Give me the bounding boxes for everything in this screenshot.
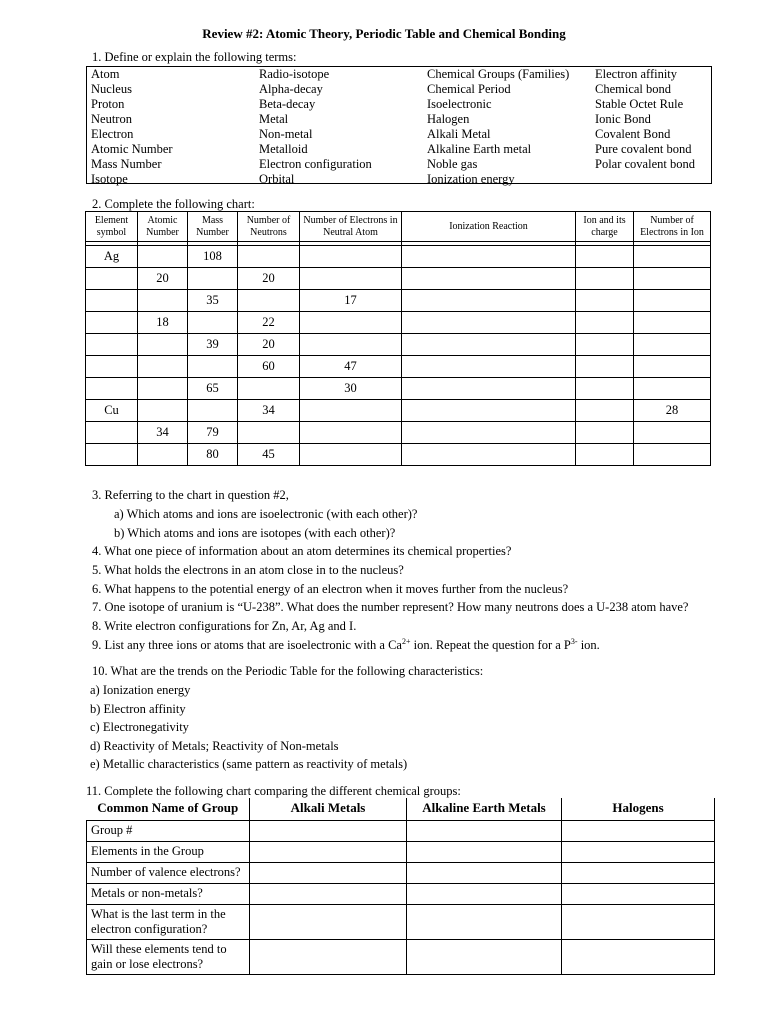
term: Pure covalent bond xyxy=(595,142,692,156)
chart-blank-cell[interactable] xyxy=(402,400,576,422)
superscript: 3- xyxy=(570,636,578,646)
term: Electron configuration xyxy=(259,157,372,171)
chart-blank-cell[interactable] xyxy=(138,334,188,356)
chart-cell: 34 xyxy=(238,400,300,422)
group-row-label: Will these elements tend to gain or lose electrons? xyxy=(87,939,250,974)
chart-blank-cell[interactable] xyxy=(238,246,300,268)
term: Non-metal xyxy=(259,127,313,141)
chart-blank-cell[interactable] xyxy=(576,334,634,356)
chart-blank-cell[interactable] xyxy=(188,268,238,290)
group-row-label: Number of valence electrons? xyxy=(87,862,250,883)
answer-cell[interactable] xyxy=(407,862,562,883)
chart-blank-cell[interactable] xyxy=(634,444,711,466)
terms-column-4 xyxy=(595,67,695,172)
chart-blank-cell[interactable] xyxy=(634,246,711,268)
chart-row xyxy=(86,334,711,356)
question-9 xyxy=(92,636,600,654)
header-cell: Atomic Number xyxy=(138,212,188,242)
chart-blank-cell[interactable] xyxy=(86,290,138,312)
chart-blank-cell[interactable] xyxy=(138,356,188,378)
term: Covalent Bond xyxy=(595,127,671,141)
answer-cell[interactable] xyxy=(562,883,715,904)
header-cell: Mass Number xyxy=(188,212,238,242)
answer-cell[interactable] xyxy=(407,841,562,862)
answer-cell[interactable] xyxy=(250,841,407,862)
question-5: 5. What holds the electrons in an atom close in to the nucleus? xyxy=(92,563,404,577)
chart-blank-cell[interactable] xyxy=(138,400,188,422)
question-10c: c) Electronegativity xyxy=(90,720,189,734)
header-cell: Number of Electrons in Neutral Atom xyxy=(300,212,402,242)
terms-column-3 xyxy=(427,67,569,187)
term: Metalloid xyxy=(259,142,308,156)
answer-cell[interactable] xyxy=(250,820,407,841)
group-header-cell: Halogens xyxy=(562,798,715,820)
group-row-label: What is the last term in the electron configuration? xyxy=(87,904,250,939)
chart-row xyxy=(86,400,711,422)
term: Electron affinity xyxy=(595,67,678,81)
chart-blank-cell[interactable] xyxy=(86,334,138,356)
chart-cell: 39 xyxy=(188,334,238,356)
chart-blank-cell[interactable] xyxy=(300,400,402,422)
chart-body xyxy=(86,246,711,466)
question-3b: b) Which atoms and ions are isotopes (with each other)? xyxy=(114,526,396,540)
term: Stable Octet Rule xyxy=(595,97,684,111)
term: Nucleus xyxy=(91,82,132,96)
chart-blank-cell[interactable] xyxy=(300,422,402,444)
term: Alkaline Earth metal xyxy=(427,142,532,156)
terms-column-2 xyxy=(259,67,372,187)
question-9-text: 9. List any three ions or atoms that are isoelectronic with a Ca xyxy=(92,638,402,652)
question-10a: a) Ionization energy xyxy=(90,683,191,697)
term: Proton xyxy=(91,97,125,111)
chart-row xyxy=(86,312,711,334)
answer-cell[interactable] xyxy=(407,883,562,904)
chart-blank-cell[interactable] xyxy=(138,444,188,466)
term: Atomic Number xyxy=(91,142,173,156)
term: Chemical Groups (Families) xyxy=(427,67,570,81)
chart-row xyxy=(86,290,711,312)
group-row xyxy=(87,883,715,904)
answer-cell[interactable] xyxy=(562,820,715,841)
term: Electron xyxy=(91,127,134,141)
chart-cell: 20 xyxy=(138,268,188,290)
chart-cell: Cu xyxy=(86,400,138,422)
group-row xyxy=(87,862,715,883)
group-row-label: Metals or non-metals? xyxy=(87,883,250,904)
chart-blank-cell[interactable] xyxy=(402,290,576,312)
term: Isotope xyxy=(91,172,128,186)
superscript: 2+ xyxy=(401,636,411,646)
chart-cell: 35 xyxy=(188,290,238,312)
chart-cell: 20 xyxy=(238,334,300,356)
group-row-label: Group # xyxy=(87,820,250,841)
chart-cell: 28 xyxy=(634,400,711,422)
answer-cell[interactable] xyxy=(250,939,407,974)
chart-blank-cell[interactable] xyxy=(576,246,634,268)
question-6: 6. What happens to the potential energy of an electron when it moves further from the nucleus? xyxy=(92,582,569,596)
chart-blank-cell[interactable] xyxy=(634,268,711,290)
chart-blank-cell[interactable] xyxy=(188,312,238,334)
header-cell: Ion and its charge xyxy=(576,212,634,242)
chart-row xyxy=(86,422,711,444)
chart-row xyxy=(86,268,711,290)
chart-blank-cell[interactable] xyxy=(576,290,634,312)
chart-cell: 108 xyxy=(188,246,238,268)
chart-cell: 79 xyxy=(188,422,238,444)
group-row xyxy=(87,841,715,862)
chart-blank-cell[interactable] xyxy=(238,290,300,312)
term: Ionic Bond xyxy=(595,112,651,126)
chart-blank-cell[interactable] xyxy=(86,312,138,334)
chart-cell: 30 xyxy=(300,378,402,400)
header-cell: Number of Electrons in Ion xyxy=(634,212,711,242)
chart-cell: 34 xyxy=(138,422,188,444)
question-7: 7. One isotope of uranium is “U-238”. What does the number represent? How many neutrons does a U-238 atom have? xyxy=(92,600,689,614)
question-10: 10. What are the trends on the Periodic Table for the following characteristics: xyxy=(92,664,484,678)
chart-blank-cell[interactable] xyxy=(402,246,576,268)
chart-blank-cell[interactable] xyxy=(634,422,711,444)
group-row xyxy=(87,820,715,841)
question-10e: e) Metallic characteristics (same pattern as reactivity of metals) xyxy=(90,757,408,771)
question-8: 8. Write electron configurations for Zn, Ar, Ag and I. xyxy=(92,619,357,633)
chart-blank-cell[interactable] xyxy=(402,422,576,444)
chart-blank-cell[interactable] xyxy=(576,444,634,466)
answer-cell[interactable] xyxy=(250,862,407,883)
term: Atom xyxy=(91,67,120,81)
question-4: 4. What one piece of information about an atom determines its chemical properties? xyxy=(92,544,512,558)
chart-blank-cell[interactable] xyxy=(402,268,576,290)
chart-blank-cell[interactable] xyxy=(300,312,402,334)
chart-blank-cell[interactable] xyxy=(634,378,711,400)
answer-cell[interactable] xyxy=(562,904,715,939)
question-10d: d) Reactivity of Metals; Reactivity of Non-metals xyxy=(90,739,339,753)
question-3: 3. Referring to the chart in question #2, xyxy=(92,488,289,502)
chart-blank-cell[interactable] xyxy=(300,268,402,290)
header-cell: Element symbol xyxy=(86,212,138,242)
chart-row xyxy=(86,356,711,378)
chart-blank-cell[interactable] xyxy=(402,312,576,334)
chart-row xyxy=(86,378,711,400)
question-9-text: ion. Repeat the question for a P xyxy=(410,638,571,652)
chart-cell: 60 xyxy=(238,356,300,378)
chart-blank-cell[interactable] xyxy=(238,378,300,400)
chart-blank-cell[interactable] xyxy=(402,356,576,378)
header-cell: Number of Neutrons xyxy=(238,212,300,242)
terms-column-1 xyxy=(91,67,173,187)
question-11: 11. Complete the following chart comparing the different chemical groups: xyxy=(86,784,461,798)
chart-cell: 17 xyxy=(300,290,402,312)
answer-cell[interactable] xyxy=(407,904,562,939)
chart-header-row xyxy=(86,212,711,242)
chart-blank-cell[interactable] xyxy=(86,356,138,378)
term: Orbital xyxy=(259,172,295,186)
group-row-label: Elements in the Group xyxy=(87,841,250,862)
answer-cell[interactable] xyxy=(250,883,407,904)
chart-blank-cell[interactable] xyxy=(138,246,188,268)
term: Metal xyxy=(259,112,289,126)
term: Ionization energy xyxy=(427,172,515,186)
chart-blank-cell[interactable] xyxy=(402,378,576,400)
chart-blank-cell[interactable] xyxy=(86,268,138,290)
term: Radio-isotope xyxy=(259,67,330,81)
chart-blank-cell[interactable] xyxy=(576,356,634,378)
group-comparison-chart xyxy=(86,798,715,975)
chart-blank-cell[interactable] xyxy=(634,290,711,312)
element-chart xyxy=(85,211,711,466)
term: Beta-decay xyxy=(259,97,316,111)
answer-cell[interactable] xyxy=(407,820,562,841)
chart-blank-cell[interactable] xyxy=(86,378,138,400)
terms-box xyxy=(86,66,712,184)
chart-blank-cell[interactable] xyxy=(576,268,634,290)
term: Isoelectronic xyxy=(427,97,492,111)
term: Mass Number xyxy=(91,157,162,171)
term: Noble gas xyxy=(427,157,478,171)
chart-cell: 65 xyxy=(188,378,238,400)
question-10b: b) Electron affinity xyxy=(90,702,186,716)
chart-row xyxy=(86,444,711,466)
chart-blank-cell[interactable] xyxy=(634,334,711,356)
chart-cell: 80 xyxy=(188,444,238,466)
chart-blank-cell[interactable] xyxy=(576,422,634,444)
answer-cell[interactable] xyxy=(407,939,562,974)
group-header-cell: Common Name of Group xyxy=(87,798,250,820)
term: Halogen xyxy=(427,112,470,126)
chart-cell: 47 xyxy=(300,356,402,378)
chart-blank-cell[interactable] xyxy=(300,444,402,466)
chart-blank-cell[interactable] xyxy=(238,422,300,444)
term: Chemical bond xyxy=(595,82,672,96)
chart-blank-cell[interactable] xyxy=(576,400,634,422)
group-row xyxy=(87,939,715,974)
term: Neutron xyxy=(91,112,132,126)
chart-blank-cell[interactable] xyxy=(188,356,238,378)
chart-cell: 45 xyxy=(238,444,300,466)
answer-cell[interactable] xyxy=(562,841,715,862)
chart-blank-cell[interactable] xyxy=(86,422,138,444)
chart-row xyxy=(86,246,711,268)
group-header-cell: Alkali Metals xyxy=(250,798,407,820)
chart-blank-cell[interactable] xyxy=(402,444,576,466)
chart-blank-cell[interactable] xyxy=(634,312,711,334)
chart-cell: Ag xyxy=(86,246,138,268)
chart-cell: 20 xyxy=(238,268,300,290)
group-header-cell: Alkaline Earth Metals xyxy=(407,798,562,820)
group-row xyxy=(87,904,715,939)
term: Alkali Metal xyxy=(427,127,491,141)
group-header-row xyxy=(87,798,715,820)
chart-blank-cell[interactable] xyxy=(138,378,188,400)
term: Alpha-decay xyxy=(259,82,323,96)
chart-cell: 18 xyxy=(138,312,188,334)
question-2-label: 2. Complete the following chart: xyxy=(92,197,255,211)
header-cell: Ionization Reaction xyxy=(402,212,576,242)
chart-blank-cell[interactable] xyxy=(576,312,634,334)
chart-blank-cell[interactable] xyxy=(300,334,402,356)
chart-blank-cell[interactable] xyxy=(634,356,711,378)
page-title: Review #2: Atomic Theory, Periodic Table and Chemical Bonding xyxy=(202,26,566,41)
chart-blank-cell[interactable] xyxy=(188,400,238,422)
chart-blank-cell[interactable] xyxy=(402,334,576,356)
chart-blank-cell[interactable] xyxy=(138,290,188,312)
answer-cell[interactable] xyxy=(562,939,715,974)
question-1-label: 1. Define or explain the following terms: xyxy=(92,50,297,64)
term: Chemical Period xyxy=(427,82,511,96)
chart-blank-cell[interactable] xyxy=(300,246,402,268)
chart-blank-cell[interactable] xyxy=(86,444,138,466)
answer-cell[interactable] xyxy=(562,862,715,883)
question-9-text: ion. xyxy=(577,638,600,652)
term: Polar covalent bond xyxy=(595,157,695,171)
answer-cell[interactable] xyxy=(250,904,407,939)
chart-blank-cell[interactable] xyxy=(576,378,634,400)
chart-cell: 22 xyxy=(238,312,300,334)
question-3a: a) Which atoms and ions are isoelectronic (with each other)? xyxy=(114,507,418,521)
